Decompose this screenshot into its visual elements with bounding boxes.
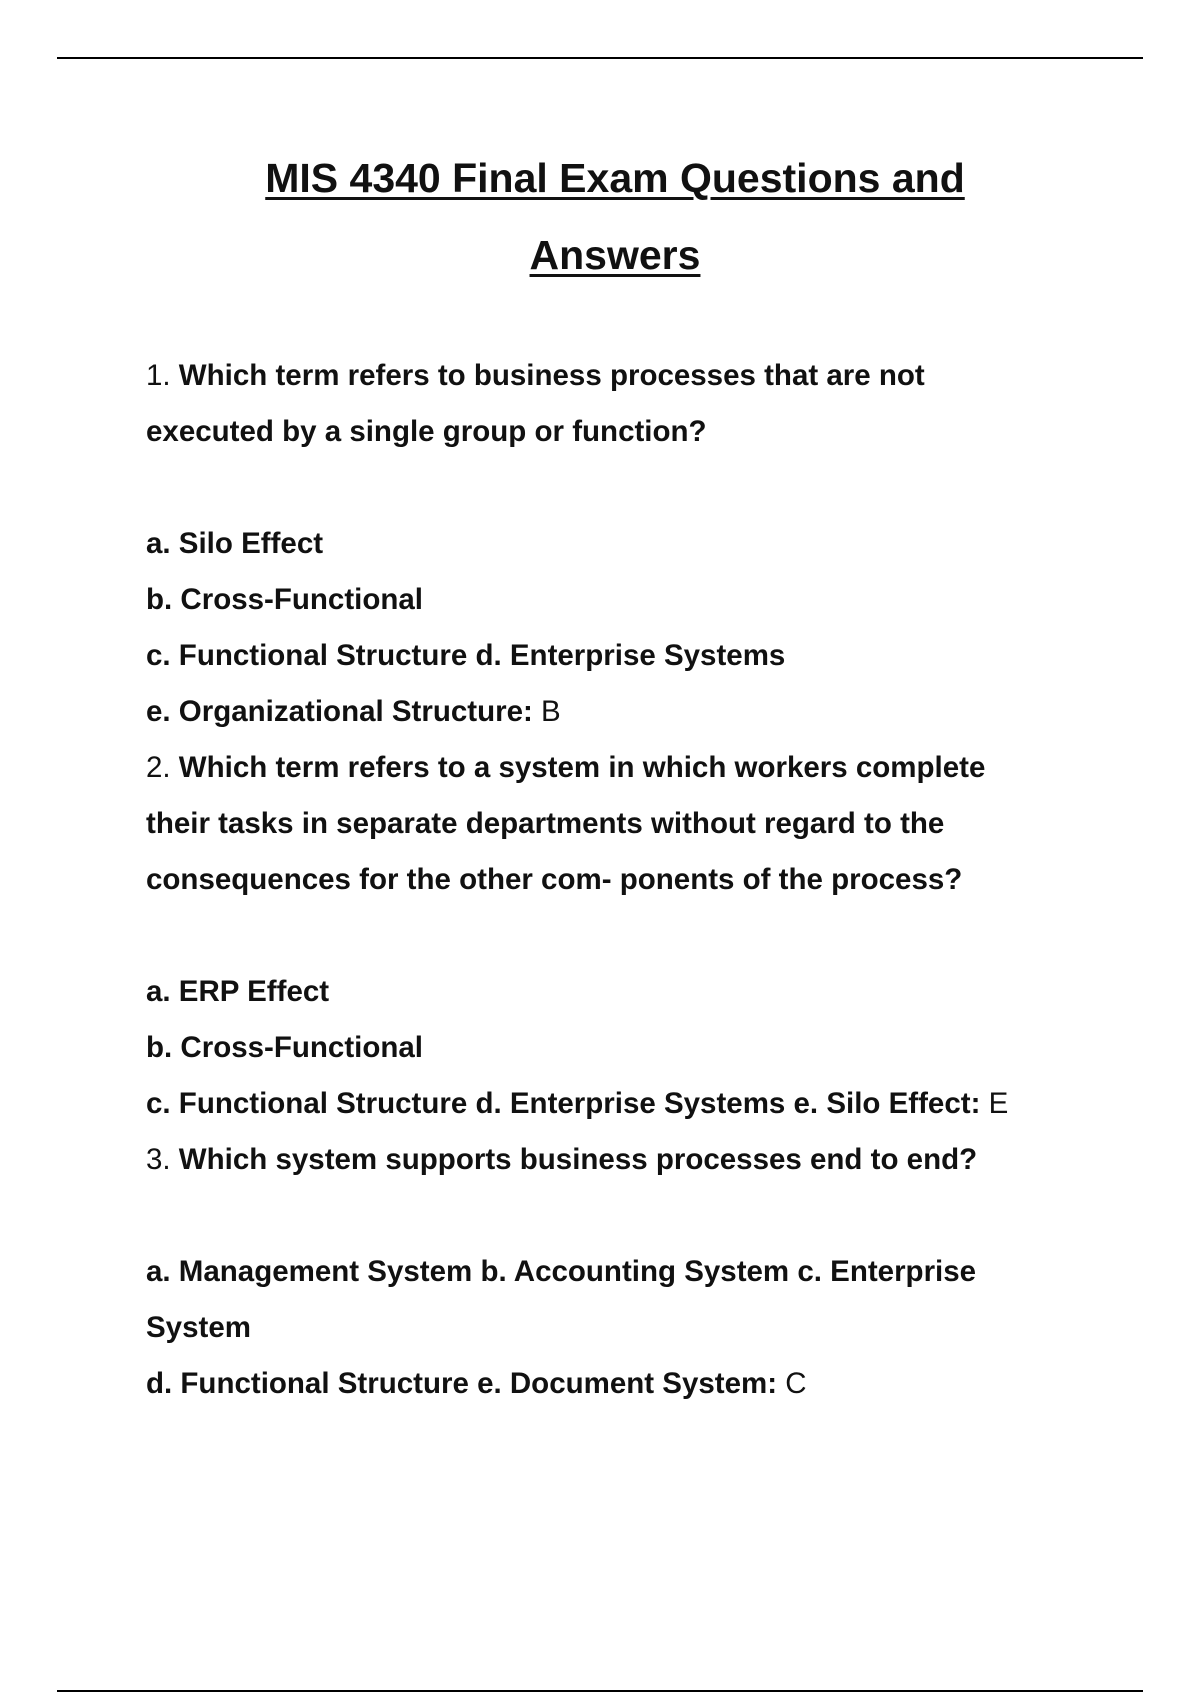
question-2-option-line: b. Cross-Functional: [146, 1031, 423, 1064]
question-1-option-line: a. Silo Effect: [146, 527, 324, 560]
question-3-answer: C: [777, 1367, 807, 1400]
question-1-text-line-1: 1. Which term refers to business processes that are not: [146, 359, 925, 392]
title-line-2: Answers: [529, 232, 701, 278]
question-1-option-line: e. Organizational Structure: B: [146, 695, 561, 728]
question-3: [146, 1132, 1146, 1412]
question-3-number: 3.: [146, 1143, 171, 1176]
question-1-number: 1.: [146, 359, 171, 392]
question-2-text-line-3: consequences for the other com- ponents of the process?: [146, 863, 963, 896]
question-1-option-line: c. Functional Structure d. Enterprise Systems: [146, 639, 786, 672]
top-divider: [57, 57, 1143, 59]
question-1-text-line-2: executed by a single group or function?: [146, 415, 707, 448]
question-2-number: 2.: [146, 751, 171, 784]
question-3-option-line: System: [146, 1311, 251, 1344]
question-1: [146, 348, 1146, 740]
question-1-answer: B: [532, 695, 561, 728]
question-2-text-line-2: their tasks in separate departments without regard to the: [146, 807, 945, 840]
question-2: [146, 740, 1146, 1132]
question-2-option-line: a. ERP Effect: [146, 975, 330, 1008]
title-line-1: MIS 4340 Final Exam Questions and: [265, 155, 965, 201]
question-3-option-line: a. Management System b. Accounting System c. Enterprise: [146, 1255, 977, 1288]
question-2-answer: E: [980, 1087, 1009, 1120]
questions-list: [146, 348, 1146, 1412]
question-2-option-line: c. Functional Structure d. Enterprise Systems e. Silo Effect: E: [146, 1087, 1009, 1120]
question-1-option-line: b. Cross-Functional: [146, 583, 423, 616]
question-2-text-line-1: 2. Which term refers to a system in which workers complete: [146, 751, 986, 784]
question-3-text-line-1: 3. Which system supports business processes end to end?: [146, 1143, 978, 1176]
question-3-option-line: d. Functional Structure e. Document System: C: [146, 1367, 807, 1400]
page-title: [200, 140, 1030, 294]
bottom-divider: [57, 1690, 1143, 1692]
